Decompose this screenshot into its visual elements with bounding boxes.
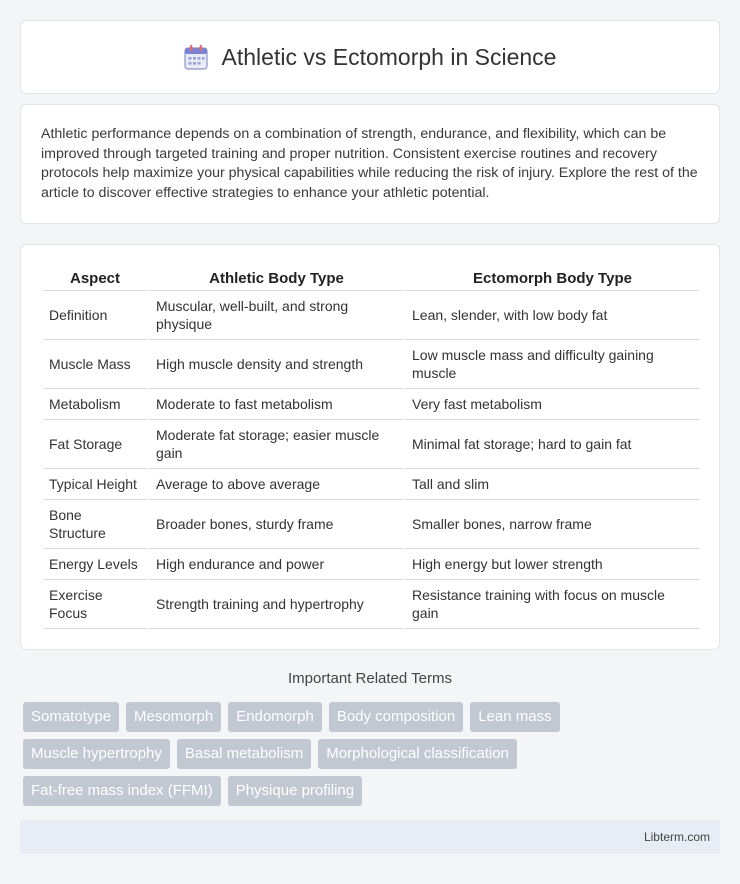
tag-lean-mass[interactable]: Lean mass	[470, 702, 559, 732]
table-row	[43, 580, 699, 629]
comparison-card	[20, 244, 720, 650]
table-row	[43, 549, 699, 580]
cell-aspect: Muscle Mass	[43, 340, 147, 389]
table-row	[43, 340, 699, 389]
cell-ectomorph: Minimal fat storage; hard to gain fat	[403, 420, 699, 469]
tag-somatotype[interactable]: Somatotype	[23, 702, 119, 732]
footer-brand[interactable]: Libterm.com	[643, 830, 710, 844]
cell-athletic: Strength training and hypertrophy	[147, 580, 403, 629]
cell-ectomorph: Lean, slender, with low body fat	[403, 291, 699, 340]
calendar-icon	[184, 44, 208, 70]
cell-athletic: Average to above average	[147, 469, 403, 500]
intro-paragraph: Athletic performance depends on a combination of strength, endurance, and flexibility, which can be improved through targeted training and proper nutrition. Consistent exercise routines and recovery protocols help maximize your physical capabilities while reducing the risk of injury. Explore the rest of the article to discover effective strategies to enhance your athletic potential.	[41, 126, 698, 201]
cell-ectomorph: Very fast metabolism	[403, 389, 699, 420]
table-row	[43, 291, 699, 340]
cell-athletic: High muscle density and strength	[147, 340, 403, 389]
intro-card	[20, 104, 720, 224]
header-ectomorph: Ectomorph Body Type	[403, 265, 699, 291]
cell-aspect: Energy Levels	[43, 549, 147, 580]
tag-row	[23, 776, 723, 806]
header-aspect: Aspect	[43, 265, 147, 291]
cell-ectomorph: Resistance training with focus on muscle gain	[403, 580, 699, 629]
cell-aspect: Bone Structure	[43, 500, 147, 549]
tag-body-composition[interactable]: Body composition	[329, 702, 463, 732]
tag-row	[23, 739, 723, 769]
cell-aspect: Metabolism	[43, 389, 147, 420]
cell-ectomorph: Low muscle mass and difficulty gaining muscle	[403, 340, 699, 389]
tag-ffmi[interactable]: Fat-free mass index (FFMI)	[23, 776, 221, 806]
tag-endomorph[interactable]: Endomorph	[228, 702, 322, 732]
cell-aspect: Exercise Focus	[43, 580, 147, 629]
cell-aspect: Definition	[43, 291, 147, 340]
cell-athletic: Moderate fat storage; easier muscle gain	[147, 420, 403, 469]
tag-morphological-classification[interactable]: Morphological classification	[318, 739, 517, 769]
title-wrap	[184, 44, 557, 71]
table-row	[43, 389, 699, 420]
related-terms-heading: Important Related Terms	[288, 670, 452, 687]
table-row	[43, 469, 699, 500]
table-row	[43, 500, 699, 549]
header-athletic: Athletic Body Type	[147, 265, 403, 291]
comparison-table	[43, 265, 699, 629]
tag-row	[23, 702, 723, 732]
cell-ectomorph: Tall and slim	[403, 469, 699, 500]
tag-physique-profiling[interactable]: Physique profiling	[228, 776, 362, 806]
tag-muscle-hypertrophy[interactable]: Muscle hypertrophy	[23, 739, 170, 769]
page-title: Athletic vs Ectomorph in Science	[221, 43, 557, 70]
cell-athletic: Broader bones, sturdy frame	[147, 500, 403, 549]
cell-aspect: Typical Height	[43, 469, 147, 500]
cell-ectomorph: High energy but lower strength	[403, 549, 699, 580]
cell-aspect: Fat Storage	[43, 420, 147, 469]
table-row	[43, 420, 699, 469]
cell-ectomorph: Smaller bones, narrow frame	[403, 500, 699, 549]
table-header-row	[43, 265, 699, 291]
tag-basal-metabolism[interactable]: Basal metabolism	[177, 739, 311, 769]
cell-athletic: Muscular, well-built, and strong physique	[147, 291, 403, 340]
footer	[20, 820, 720, 854]
header-card	[20, 20, 720, 94]
cell-athletic: High endurance and power	[147, 549, 403, 580]
related-terms-tags	[23, 702, 723, 813]
cell-athletic: Moderate to fast metabolism	[147, 389, 403, 420]
tag-mesomorph[interactable]: Mesomorph	[126, 702, 221, 732]
